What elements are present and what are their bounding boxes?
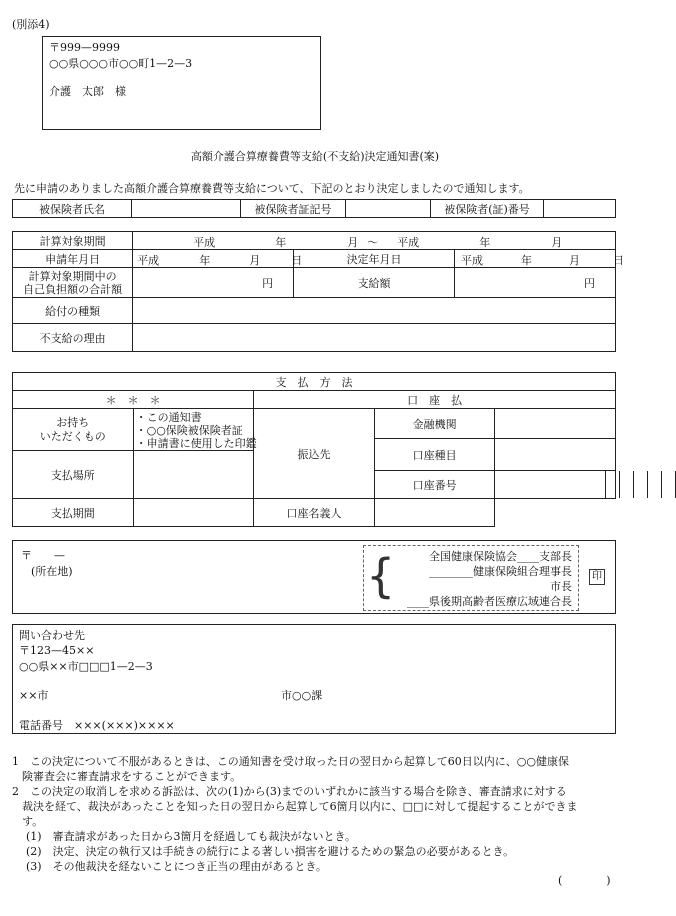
burden-label-line1: 計算対象期間中の bbox=[28, 269, 117, 283]
digit-divider bbox=[647, 471, 648, 498]
burden-yen-unit: 円 bbox=[262, 276, 274, 290]
period-value bbox=[133, 232, 616, 250]
issuer-box bbox=[12, 540, 616, 614]
paid-yen-unit: 円 bbox=[584, 276, 595, 290]
bank-value bbox=[495, 409, 616, 439]
period-end-month-unit: 月 bbox=[551, 236, 563, 249]
apply-year-unit: 年 bbox=[199, 254, 211, 267]
burden-label-line2: 自己負担額の合計額 bbox=[23, 282, 123, 296]
burden-total-value bbox=[133, 268, 294, 298]
digit-divider bbox=[661, 471, 662, 498]
contact-city: ××市 bbox=[19, 689, 49, 702]
bring-items-label bbox=[13, 409, 134, 451]
payment-place-label: 支払場所 bbox=[13, 451, 134, 499]
contact-box bbox=[12, 624, 616, 734]
period-label: 計算対象期間 bbox=[13, 232, 133, 250]
insured-name-label: 被保険者氏名 bbox=[13, 200, 132, 218]
benefit-kind-value bbox=[133, 298, 616, 324]
note-2-sub1: (1) 審査請求があった日から3箇月を経過しても裁決がないとき。 bbox=[26, 830, 357, 843]
brace-icon: { bbox=[366, 549, 396, 603]
decide-date-value bbox=[455, 250, 625, 268]
decide-day-unit: 日 bbox=[613, 254, 625, 267]
issuer-postal: 〒 — bbox=[21, 549, 65, 562]
issuer-line3: 市長 bbox=[550, 580, 572, 593]
account-type-value bbox=[495, 439, 616, 471]
issuer-line2: ________健康保険組合理事長 bbox=[429, 565, 572, 578]
account-holder-value bbox=[374, 499, 495, 527]
benefit-kind-label: 給付の種類 bbox=[13, 298, 133, 324]
note-1-cont: 険審査会に審査請求をすることができます。 bbox=[22, 770, 242, 783]
note-2-sub2: (2) 決定、決定の執行又は手続きの続行による著しい損害を避けるための緊急の必要があるとき。 bbox=[26, 845, 515, 858]
digit-divider bbox=[605, 471, 606, 498]
payment-right-header: 口 座 払 bbox=[254, 391, 616, 409]
note-2: 2 この決定の取消しを求める訴訟は、次の(1)から(3)までのいずれかに該当する場合を除き、審査請求に対する bbox=[12, 785, 567, 798]
bring-items-list bbox=[133, 409, 257, 451]
attachment-label: (別添4) bbox=[12, 18, 50, 31]
decide-era: 平成 bbox=[461, 254, 484, 267]
account-number-label: 口座番号 bbox=[374, 471, 495, 499]
address-box bbox=[42, 36, 321, 130]
transfer-label: 振込先 bbox=[254, 409, 375, 499]
insured-name-value bbox=[132, 200, 241, 218]
non-payment-reason-value bbox=[133, 324, 616, 352]
bring-label-line2: いただくもの bbox=[39, 429, 106, 443]
period-start-year-unit: 年 bbox=[275, 236, 287, 249]
contact-label: 問い合わせ先 bbox=[19, 629, 85, 642]
apply-month-unit: 月 bbox=[249, 254, 261, 267]
apply-date-label: 申請年月日 bbox=[13, 250, 133, 268]
account-number-value bbox=[495, 471, 616, 499]
calc-table bbox=[12, 231, 625, 352]
paid-amount-label: 支給額 bbox=[294, 268, 455, 298]
payment-table bbox=[12, 372, 616, 527]
insured-number-value bbox=[544, 200, 616, 218]
bank-label: 金融機関 bbox=[374, 409, 495, 439]
payment-header: 支 払 方 法 bbox=[13, 373, 616, 391]
period-start-era: 平成 bbox=[193, 236, 216, 249]
payment-left-header: ＊ ＊ ＊ bbox=[13, 391, 254, 409]
issuer-line1: 全国健康保険協会____支部長 bbox=[429, 550, 572, 563]
bring-item: ・申請書に使用した印鑑 bbox=[135, 437, 257, 450]
issuer-name-box bbox=[363, 545, 579, 611]
account-holder-label: 口座名義人 bbox=[254, 499, 375, 527]
contact-section: 市○○課 bbox=[281, 689, 323, 702]
paid-amount-value bbox=[455, 268, 616, 298]
contact-postal: 〒123—45×× bbox=[19, 644, 95, 657]
address-line: ○○県○○○市○○町1—2—3 bbox=[49, 57, 193, 70]
digit-divider bbox=[619, 471, 620, 498]
footer-parenthesis: ( ) bbox=[558, 874, 611, 887]
non-payment-reason-label: 不支給の理由 bbox=[13, 324, 133, 352]
note-1: 1 この決定について不服があるときは、この通知書を受け取った日の翌日から起算して60日以内に、○○健康保 bbox=[12, 755, 569, 768]
burden-total-label bbox=[13, 268, 133, 298]
bring-label-line1: お持ち bbox=[56, 415, 90, 429]
bring-item: ・○○保険被保険者証 bbox=[135, 424, 243, 437]
insured-cert-value bbox=[346, 200, 431, 218]
apply-era: 平成 bbox=[137, 254, 160, 267]
account-type-label: 口座種目 bbox=[374, 439, 495, 471]
apply-day-unit: 日 bbox=[291, 254, 303, 267]
payment-period-value bbox=[133, 499, 254, 527]
period-start-month-unit: 月 bbox=[347, 236, 359, 249]
contact-address: ○○県××市□□□1—2—3 bbox=[19, 660, 153, 673]
address-postal: 〒999—9999 bbox=[49, 41, 120, 54]
contact-phone: 電話番号 ×××(×××)×××× bbox=[19, 719, 175, 732]
apply-date-value bbox=[133, 250, 303, 268]
intro-text: 先に申請のありました高額介護合算療養費等支給について、下記のとおり決定しましたので通知します。 bbox=[14, 182, 530, 195]
decide-date-label: 決定年月日 bbox=[294, 250, 455, 268]
payment-period-label: 支払期間 bbox=[13, 499, 134, 527]
note-2-sub3: (3) その他裁決を経ないことにつき正当の理由があるとき。 bbox=[26, 860, 327, 873]
bring-item: ・この通知書 bbox=[135, 411, 202, 424]
period-end-era: 平成 bbox=[397, 236, 420, 249]
digit-divider bbox=[633, 471, 634, 498]
payment-place-value bbox=[133, 451, 254, 499]
insured-table bbox=[12, 199, 616, 218]
note-2-cont2: す。 bbox=[22, 815, 44, 828]
decide-year-unit: 年 bbox=[521, 254, 533, 267]
note-2-cont: 裁決を経て、裁決があったことを知った日の翌日から起算して6箇月以内に、□□に対して提起することができま bbox=[22, 800, 578, 813]
recipient-name: 介護 太郎 様 bbox=[49, 85, 126, 98]
period-tilde: 〜 bbox=[367, 236, 379, 249]
document-title: 高額介護合算療養費等支給(不支給)決定通知書(案) bbox=[190, 150, 440, 163]
issuer-line4: ____県後期高齢者医療広域連合長 bbox=[407, 595, 572, 608]
insured-number-label: 被保険者(証)番号 bbox=[431, 200, 544, 218]
period-end-year-unit: 年 bbox=[479, 236, 491, 249]
decide-month-unit: 月 bbox=[569, 254, 581, 267]
insured-cert-label: 被保険者証記号 bbox=[241, 200, 346, 218]
seal-mark: 印 bbox=[589, 569, 605, 585]
issuer-location: (所在地) bbox=[31, 565, 73, 578]
